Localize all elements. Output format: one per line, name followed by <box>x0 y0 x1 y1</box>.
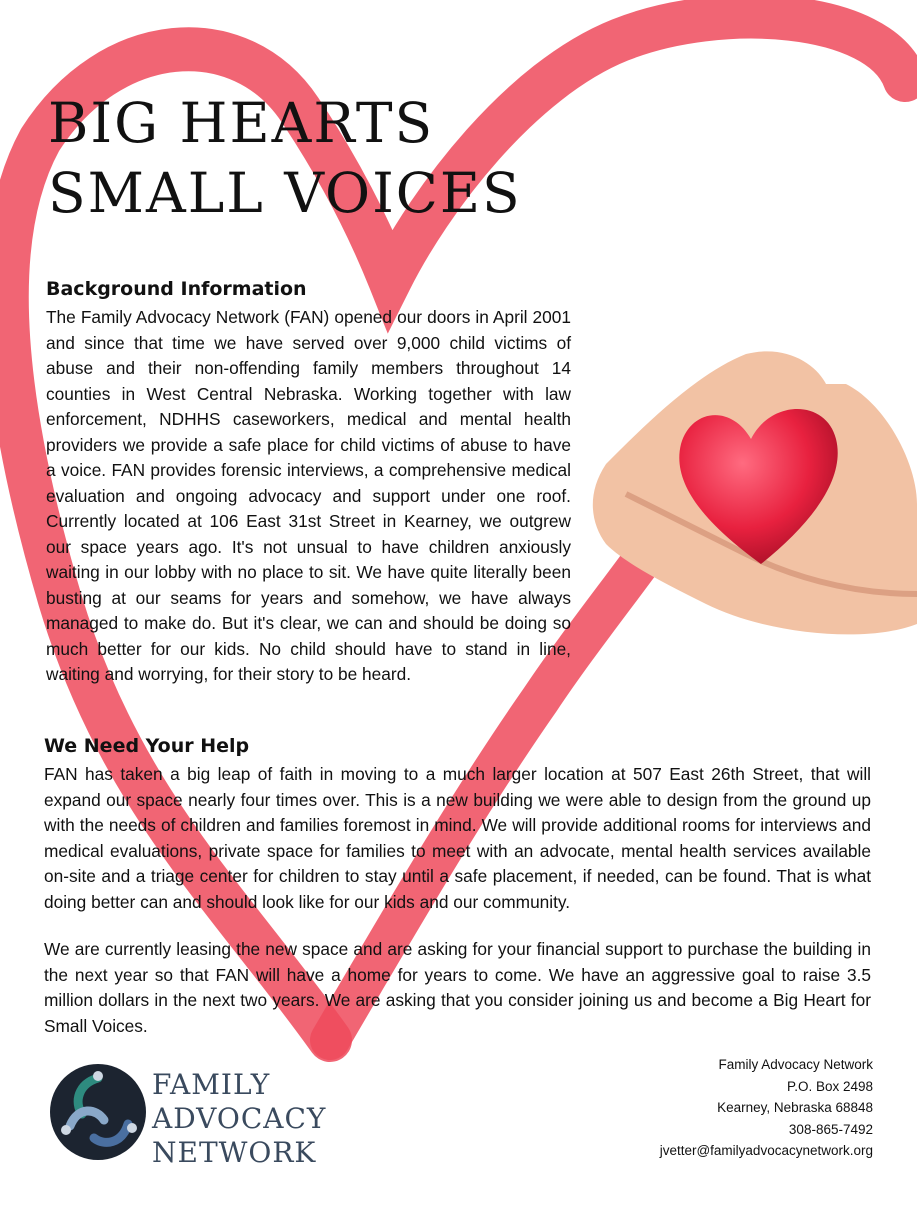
family-advocacy-logo-icon <box>48 1062 148 1162</box>
logo-line-2: ADVOCACY <box>152 1102 327 1135</box>
background-body: The Family Advocacy Network (FAN) opened our doors in April 2001 and since that time we have served over 9,000 child victims of abuse and their non-offending family members throughout 14 counties in West Central Nebraska. Working together with law enforcement, NDHHS caseworkers, medical and mental health providers we provide a safe place for child victims of abuse to have a voice. FAN provides forensic interviews, a comprehensive medical evaluation and ongoing advocacy and support under one roof. Currently located at 106 East 31st Street in Kearney, we outgrew our space years ago. It's not unsual to have children anxiously waiting in our lobby with no place to sit. We have quite literally been busting at our seams for years and somehow, we have always managed to make do. But it's clear, we can and should be doing so much better for our kids. No child should have to stand in line, waiting and worrying, for their story to be heard. <box>46 307 571 684</box>
title-line-1: BIG HEARTS <box>48 91 435 155</box>
logo-line-1: FAMILY <box>152 1068 271 1101</box>
page-title <box>48 88 522 228</box>
help-paragraph-1: FAN has taken a big leap of faith in moving to a much larger location at 507 East 26th Street, that will expand our space nearly four times over. This is a new building we were able to design from the ground up with the needs of children and families foremost in mind. We will provide additional rooms for interviews and medical evaluations, private space for families to meet with an advocate, mental health services available on-site and a triage center for children to stay until a safe placement, if needed, can be found. That is what doing better can and should look like for our kids and our community. <box>44 764 871 912</box>
title-line-2: SMALL VOICES <box>48 161 522 225</box>
logo-wordmark <box>152 1068 326 1170</box>
contact-email[interactable]: jvetter@familyadvocacynetwork.org <box>659 1143 873 1158</box>
contact-phone: 308-865-7492 <box>788 1121 873 1137</box>
logo-line-3: NETWORK <box>152 1136 317 1169</box>
hand-holding-heart-icon <box>586 344 917 644</box>
help-paragraph-2: We are currently leasing the new space and are asking for your financial support to purchase the building in the next year so that FAN will have a home for years to come. We have an aggressive goal to raise 3.5 million dollars in the next two years. We are asking that you consider joining us and become a Big Heart for Small Voices. <box>44 939 871 1036</box>
help-heading: We Need Your Help <box>44 735 250 757</box>
background-heading: Background Information <box>46 278 307 300</box>
contact-org: Family Advocacy Network <box>718 1057 873 1072</box>
contact-block <box>660 1054 873 1162</box>
contact-po-box: P.O. Box 2498 <box>786 1078 873 1094</box>
contact-city: Kearney, Nebraska 68848 <box>717 1100 873 1115</box>
